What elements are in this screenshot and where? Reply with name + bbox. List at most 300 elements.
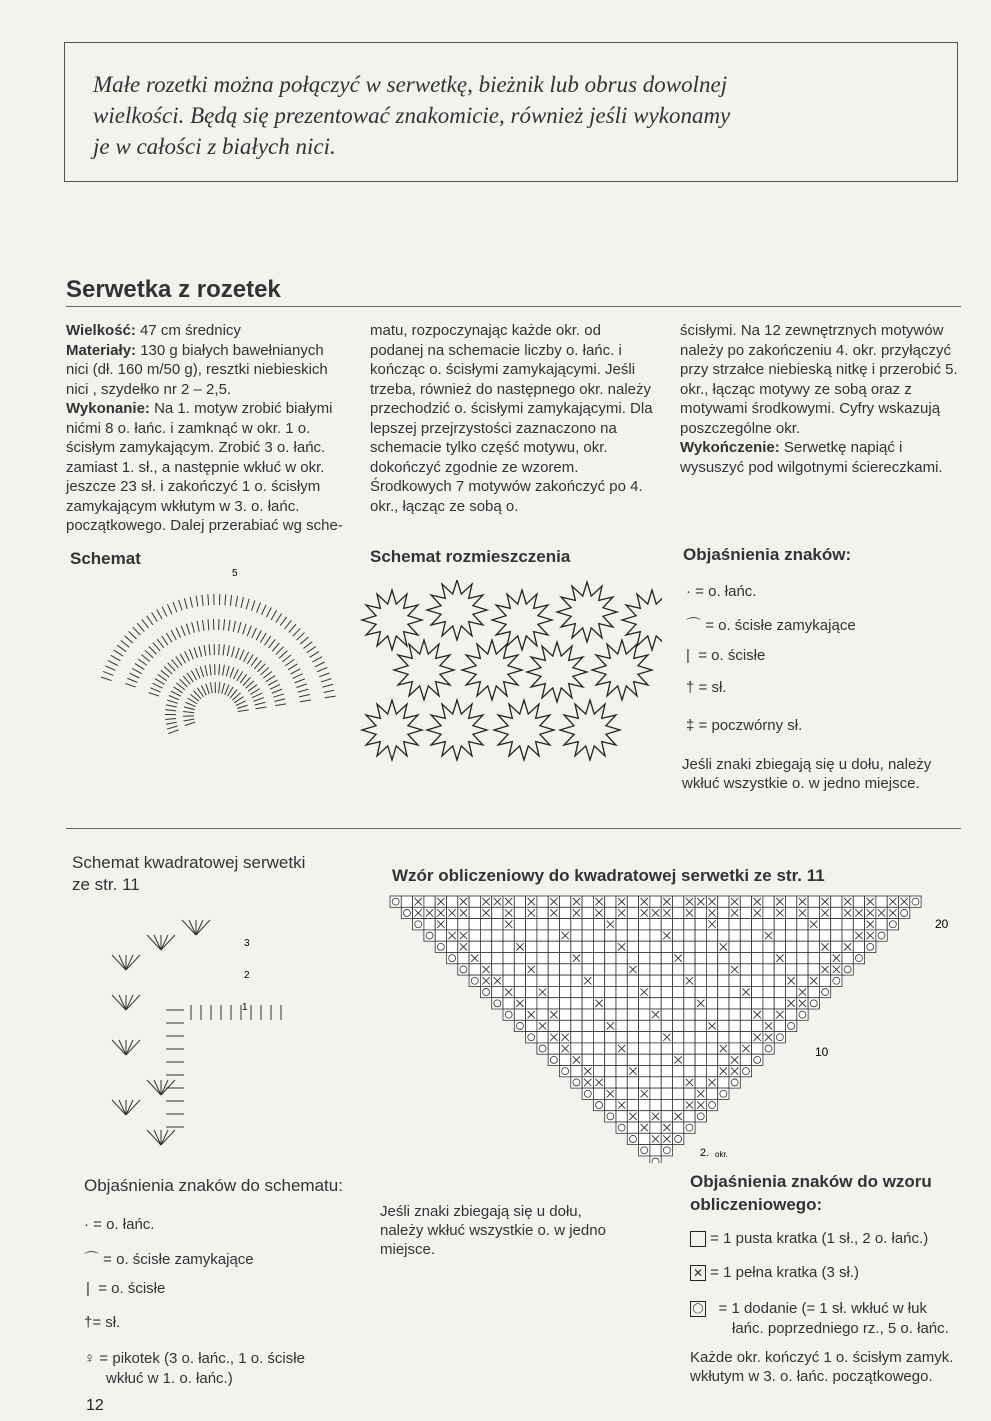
col3-text: ścisłymi. Na 12 zewnętrznych motywów należy po zakończeniu 4. okr. przyłączyć przy strzałce niebieską nitkę i przerobić 5. okr., łącząc motywy ze sobą oraz z motywami środkowymi. Cyfry wskazują poszczególne okr. <box>680 322 958 437</box>
grid-cell <box>718 975 729 986</box>
grid-cell <box>447 919 458 930</box>
legend2-note <box>380 1202 606 1259</box>
stitch-mark <box>289 624 296 632</box>
stitch-mark <box>225 594 226 605</box>
grid-cell <box>808 998 819 1009</box>
stitch-mark <box>180 679 188 687</box>
grid-cell <box>526 975 537 986</box>
grid-cell <box>593 986 604 997</box>
stitch-mark <box>312 657 322 662</box>
grid-cell <box>593 975 604 986</box>
stitch-mark <box>133 627 141 635</box>
stitch-mark <box>182 920 196 935</box>
legend2-item: ♀ = pikotek (3 o. łańc., 1 o. ścisłe <box>84 1350 305 1367</box>
grid-cell <box>480 919 491 930</box>
stitch-mark <box>153 643 160 651</box>
legend2-item: ⌒ = o. ścisłe zamykające <box>84 1251 254 1268</box>
grid-cell <box>593 1032 604 1043</box>
grid-cell <box>831 930 842 941</box>
grid-cell <box>605 1032 616 1043</box>
grid-cell <box>650 1088 661 1099</box>
stitch-mark <box>293 674 303 679</box>
grid-cell <box>752 941 763 952</box>
grid-cell <box>819 919 830 930</box>
stitch-mark <box>172 660 179 669</box>
grid-cell <box>650 1054 661 1065</box>
stitch-mark <box>137 623 144 631</box>
stitch-mark <box>191 670 196 680</box>
grid-cell <box>548 1043 559 1054</box>
stitch-mark <box>261 667 269 674</box>
grid-cell <box>797 919 808 930</box>
grid-cell <box>706 986 717 997</box>
grid-cell <box>560 1066 571 1077</box>
grid-cell <box>786 986 797 997</box>
stitch-mark <box>192 622 195 633</box>
grid-cell <box>458 964 469 975</box>
stitch-mark <box>189 920 196 935</box>
stitch-mark <box>153 683 163 688</box>
empty-square-icon <box>690 1231 706 1247</box>
stitch-mark <box>166 705 177 707</box>
stitch-mark <box>114 650 123 656</box>
grid-cell <box>684 986 695 997</box>
grid-cell <box>695 1009 706 1020</box>
stitch-mark <box>224 619 225 630</box>
legend1-item: | = o. ścisłe <box>686 647 766 664</box>
grid-cell <box>808 907 819 918</box>
grid-cell <box>786 953 797 964</box>
legend3-item: ✕ = 1 pełna kratka (3 sł.) <box>690 1264 859 1281</box>
stitch-mark <box>181 626 185 636</box>
stitch-mark <box>250 689 259 695</box>
grid-cell <box>639 953 650 964</box>
motif-star <box>560 700 620 760</box>
column-1 <box>66 321 348 536</box>
filet-grid <box>385 888 965 1163</box>
motif-star <box>492 590 552 650</box>
grid-cell <box>650 998 661 1009</box>
stitch-mark <box>147 935 161 950</box>
stitch-mark <box>247 654 253 663</box>
stitch-mark <box>225 685 229 695</box>
grid-cell <box>673 941 684 952</box>
grid-cell <box>560 986 571 997</box>
grid-cell <box>560 941 571 952</box>
grid-cell <box>752 919 763 930</box>
sc-icon: | <box>686 647 690 664</box>
grid-cell <box>729 975 740 986</box>
grid-cell <box>582 930 593 941</box>
grid-cell <box>616 1032 627 1043</box>
grid-cell <box>537 1009 548 1020</box>
grid-cell <box>684 1088 695 1099</box>
stitch-mark <box>135 664 144 670</box>
stitch-mark <box>199 646 202 657</box>
grid-cell <box>673 1066 684 1077</box>
grid-cell <box>706 1066 717 1077</box>
layout-chart <box>352 580 662 770</box>
stitch-mark <box>254 660 261 668</box>
grid-cell <box>729 953 740 964</box>
note-line: należy wkłuć wszystkie o. w jedno <box>380 1222 606 1239</box>
grid-cell <box>650 1043 661 1054</box>
stitch-mark <box>168 663 175 671</box>
grid-cell <box>706 998 717 1009</box>
stitch-mark <box>310 652 319 658</box>
stitch-mark <box>201 685 206 695</box>
grid-cell <box>616 1054 627 1065</box>
grid-cell <box>718 907 729 918</box>
stitch-mark <box>126 1040 140 1055</box>
grid-cell <box>627 1009 638 1020</box>
grid-cell <box>537 919 548 930</box>
grid-cell <box>661 998 672 1009</box>
stitch-mark <box>196 668 200 678</box>
grid-cell <box>639 930 650 941</box>
stitch-mark <box>176 656 182 665</box>
grid-cell <box>639 1099 650 1110</box>
grid-cell <box>752 953 763 964</box>
divider <box>66 828 961 829</box>
grid-cell <box>514 975 525 986</box>
stitch-mark <box>186 624 189 634</box>
stitch-mark <box>117 645 126 651</box>
quad-tr-icon: ‡ <box>686 717 695 734</box>
grid-cell <box>469 896 480 907</box>
stitch-mark <box>180 654 186 663</box>
stitch-mark <box>166 722 177 724</box>
grid-cell <box>492 919 503 930</box>
grid-cell <box>593 1088 604 1099</box>
legend1-item: · = o. łańc. <box>686 583 757 600</box>
stitch-mark <box>126 1100 133 1115</box>
grid-cell <box>673 1122 684 1133</box>
stitch-mark <box>150 688 160 692</box>
grid-cell <box>650 1066 661 1077</box>
grid-cell <box>616 964 627 975</box>
stitch-mark <box>208 594 209 605</box>
grid-cell <box>808 930 819 941</box>
grid-cell <box>684 1066 695 1077</box>
grid-cell <box>786 1009 797 1020</box>
grid-cell <box>526 998 537 1009</box>
grid-cell <box>582 964 593 975</box>
stitch-mark <box>169 695 179 699</box>
grid-cell <box>627 1088 638 1099</box>
grid-cell <box>718 953 729 964</box>
grid-cell <box>571 930 582 941</box>
grid-cell <box>752 1043 763 1054</box>
grid-cell <box>752 964 763 975</box>
stitch-mark <box>241 597 243 608</box>
stitch-mark <box>112 955 126 970</box>
legend1-note: Jeśli znaki zbiegają się u dołu, należy wkłuć wszystkie o. w jedno miejsce. <box>682 756 932 792</box>
stitch-mark <box>252 628 257 638</box>
grid-cell <box>503 964 514 975</box>
grid-cell <box>537 907 548 918</box>
grid-cell <box>695 1111 706 1122</box>
stitch-mark <box>112 1100 126 1115</box>
grid-cell <box>673 975 684 986</box>
legend1-heading: Objaśnienia znaków: <box>683 545 852 564</box>
grid-cell <box>706 964 717 975</box>
grid-cell <box>650 964 661 975</box>
stitch-mark <box>297 633 305 640</box>
grid-cell <box>639 998 650 1009</box>
grid-cell <box>740 1009 751 1020</box>
grid-cell <box>571 1020 582 1031</box>
grid-cell <box>673 986 684 997</box>
grid-cell <box>910 896 921 907</box>
stitch-mark <box>272 689 282 693</box>
intro-line: je w całości z białych nici. <box>93 134 336 159</box>
stitch-mark <box>171 630 176 640</box>
grid-cell <box>718 998 729 1009</box>
grid-cell <box>435 941 446 952</box>
grid-cell <box>786 930 797 941</box>
page-number: 12 <box>86 1397 104 1414</box>
grid-cell <box>548 964 559 975</box>
stitch-mark <box>273 694 284 697</box>
grid-cell <box>582 986 593 997</box>
grid-cell <box>616 1009 627 1020</box>
stitch-mark <box>251 657 257 666</box>
grid-cell <box>571 1032 582 1043</box>
grid-cell <box>661 1009 672 1020</box>
stitch-mark <box>209 644 210 655</box>
grid-cell <box>684 964 695 975</box>
stitch-mark <box>149 646 157 654</box>
stitch-mark <box>197 621 199 632</box>
grid-cell <box>605 998 616 1009</box>
grid-cell <box>605 941 616 952</box>
grid-cell <box>729 1077 740 1088</box>
legend3-item: łańc. poprzedniego rz., 5 o. łańc. <box>732 1320 949 1337</box>
grid-cell <box>718 1088 729 1099</box>
grid-cell <box>763 964 774 975</box>
grid-cell <box>593 953 604 964</box>
stitch-mark <box>238 622 241 633</box>
stitch-mark <box>300 637 308 644</box>
grid-cell <box>537 930 548 941</box>
stitch-mark <box>227 645 229 656</box>
stitch-mark <box>166 633 172 642</box>
grid-cell <box>673 1133 684 1144</box>
grid-cell <box>616 1111 627 1122</box>
grid-cell <box>548 930 559 941</box>
stitch-mark <box>293 628 301 636</box>
grid-cell <box>752 998 763 1009</box>
grid-cell <box>605 1043 616 1054</box>
grid-cell <box>627 907 638 918</box>
grid-cell <box>718 919 729 930</box>
grid-cell <box>797 941 808 952</box>
grid-cell <box>582 953 593 964</box>
intro-box <box>64 42 958 182</box>
stitch-mark <box>196 920 203 935</box>
stitch-mark <box>200 666 203 676</box>
grid-cell <box>740 998 751 1009</box>
grid-cell <box>616 1066 627 1077</box>
row-label: okr. <box>715 1150 728 1159</box>
grid-cell <box>842 964 853 975</box>
stitch-mark <box>233 621 235 632</box>
motif-star <box>462 640 522 700</box>
stitch-mark <box>126 995 140 1010</box>
stitch-mark <box>161 935 175 950</box>
grid-cell <box>695 1032 706 1043</box>
grid-cell <box>729 1009 740 1020</box>
grid-cell <box>526 919 537 930</box>
row-label: 2. <box>700 1147 710 1159</box>
divider <box>66 306 961 307</box>
stitch-mark <box>298 689 309 692</box>
stitch-mark <box>268 680 278 685</box>
stitch-mark <box>275 704 286 706</box>
grid-cell <box>865 941 876 952</box>
grid-cell <box>661 919 672 930</box>
grid-cell <box>831 941 842 952</box>
grid-cell <box>673 1077 684 1088</box>
grid-cell <box>627 941 638 952</box>
grid-cell <box>740 907 751 918</box>
stitch-mark <box>141 655 150 662</box>
motif-star <box>527 642 587 702</box>
note-line: Każde okr. kończyć 1 o. ścisłym zamyk. <box>690 1349 954 1366</box>
stitch-mark <box>255 702 266 705</box>
grid-cell <box>661 964 672 975</box>
grid-cell <box>740 1020 751 1031</box>
stitch-mark <box>251 600 255 610</box>
note-line: wkłutym w 3. o. łańc. początkowego. <box>690 1368 933 1385</box>
grid-cell <box>774 1032 785 1043</box>
grid-cell <box>718 964 729 975</box>
grid-cell <box>673 930 684 941</box>
grid-cell <box>876 896 887 907</box>
grid-cell <box>729 1032 740 1043</box>
grid-cell <box>661 1077 672 1088</box>
grid-cell <box>842 953 853 964</box>
grid-cell <box>797 964 808 975</box>
grid-cell <box>706 975 717 986</box>
stitch-mark <box>167 604 171 614</box>
legend3-heading <box>690 1170 932 1216</box>
round-number: 2 <box>244 970 250 981</box>
stitch-mark <box>236 596 238 607</box>
stitch-mark <box>154 935 161 950</box>
stitch-mark <box>321 679 331 682</box>
grid-cell <box>763 919 774 930</box>
grid-cell <box>492 941 503 952</box>
stitch-mark <box>202 595 203 606</box>
kw-heading-line: ze str. 11 <box>72 875 140 894</box>
grid-cell <box>650 1145 661 1156</box>
grid-cell <box>729 930 740 941</box>
stitch-mark <box>270 684 280 689</box>
finish-label: Wykończenie: <box>680 439 780 456</box>
grid-cell <box>673 964 684 975</box>
grid-cell <box>763 1009 774 1020</box>
grid-cell <box>853 953 864 964</box>
motif-star <box>362 700 422 760</box>
grid-cell <box>503 953 514 964</box>
grid-cell <box>503 930 514 941</box>
grid-cell <box>673 1099 684 1110</box>
grid-cell <box>819 930 830 941</box>
stitch-mark <box>183 676 190 684</box>
grid-cell <box>582 1054 593 1065</box>
grid-cell <box>605 930 616 941</box>
grid-cell <box>774 930 785 941</box>
stitch-mark <box>246 599 249 610</box>
grid-cell <box>492 986 503 997</box>
grid-cell <box>729 998 740 1009</box>
grid-cell <box>695 1077 706 1088</box>
grid-cell <box>684 941 695 952</box>
stitch-mark <box>219 682 220 693</box>
stitch-mark <box>157 639 164 648</box>
stitch-mark <box>154 1080 161 1095</box>
grid-cell <box>853 919 864 930</box>
grid-cell <box>752 975 763 986</box>
stitch-mark <box>112 1040 126 1055</box>
grid-cell <box>706 1088 717 1099</box>
grid-cell <box>819 986 830 997</box>
dc-icon: † <box>686 679 695 696</box>
stitch-mark <box>167 726 178 729</box>
stitch-mark <box>138 659 147 665</box>
legend3-item: = 1 pusta kratka (1 sł., 2 o. łańc.) <box>690 1230 928 1247</box>
grid-cell <box>661 975 672 986</box>
grid-cell <box>661 986 672 997</box>
stitch-mark <box>230 595 231 606</box>
grid-cell <box>842 930 853 941</box>
grid-cell <box>650 930 661 941</box>
stitch-mark <box>126 955 133 970</box>
grid-cell <box>774 1020 785 1031</box>
stitch-mark <box>161 1130 168 1145</box>
grid-cell <box>627 1122 638 1133</box>
grid-cell <box>514 896 525 907</box>
column-3 <box>680 321 962 477</box>
grid-cell <box>752 1020 763 1031</box>
stitch-mark <box>228 620 230 631</box>
grid-cell <box>616 975 627 986</box>
stitch-mark <box>234 669 239 679</box>
grid-cell <box>831 975 842 986</box>
grid-cell <box>605 1009 616 1020</box>
stitch-mark <box>164 666 172 674</box>
stitch-mark <box>307 647 316 653</box>
grid-cell <box>695 907 706 918</box>
chain-icon: · <box>686 583 691 600</box>
grid-cell <box>718 896 729 907</box>
grid-cell <box>661 941 672 952</box>
grid-cell <box>740 964 751 975</box>
grid-cell <box>537 896 548 907</box>
stitch-mark <box>119 1040 126 1055</box>
stitch-mark <box>161 1130 175 1145</box>
grid-cell <box>526 941 537 952</box>
stitch-mark <box>324 690 335 692</box>
stitch-mark <box>238 710 249 712</box>
grid-cell <box>763 953 774 964</box>
grid-cell <box>684 1122 695 1133</box>
grid-cell <box>639 1032 650 1043</box>
stitch-mark <box>232 646 235 657</box>
grid-cell <box>740 941 751 952</box>
